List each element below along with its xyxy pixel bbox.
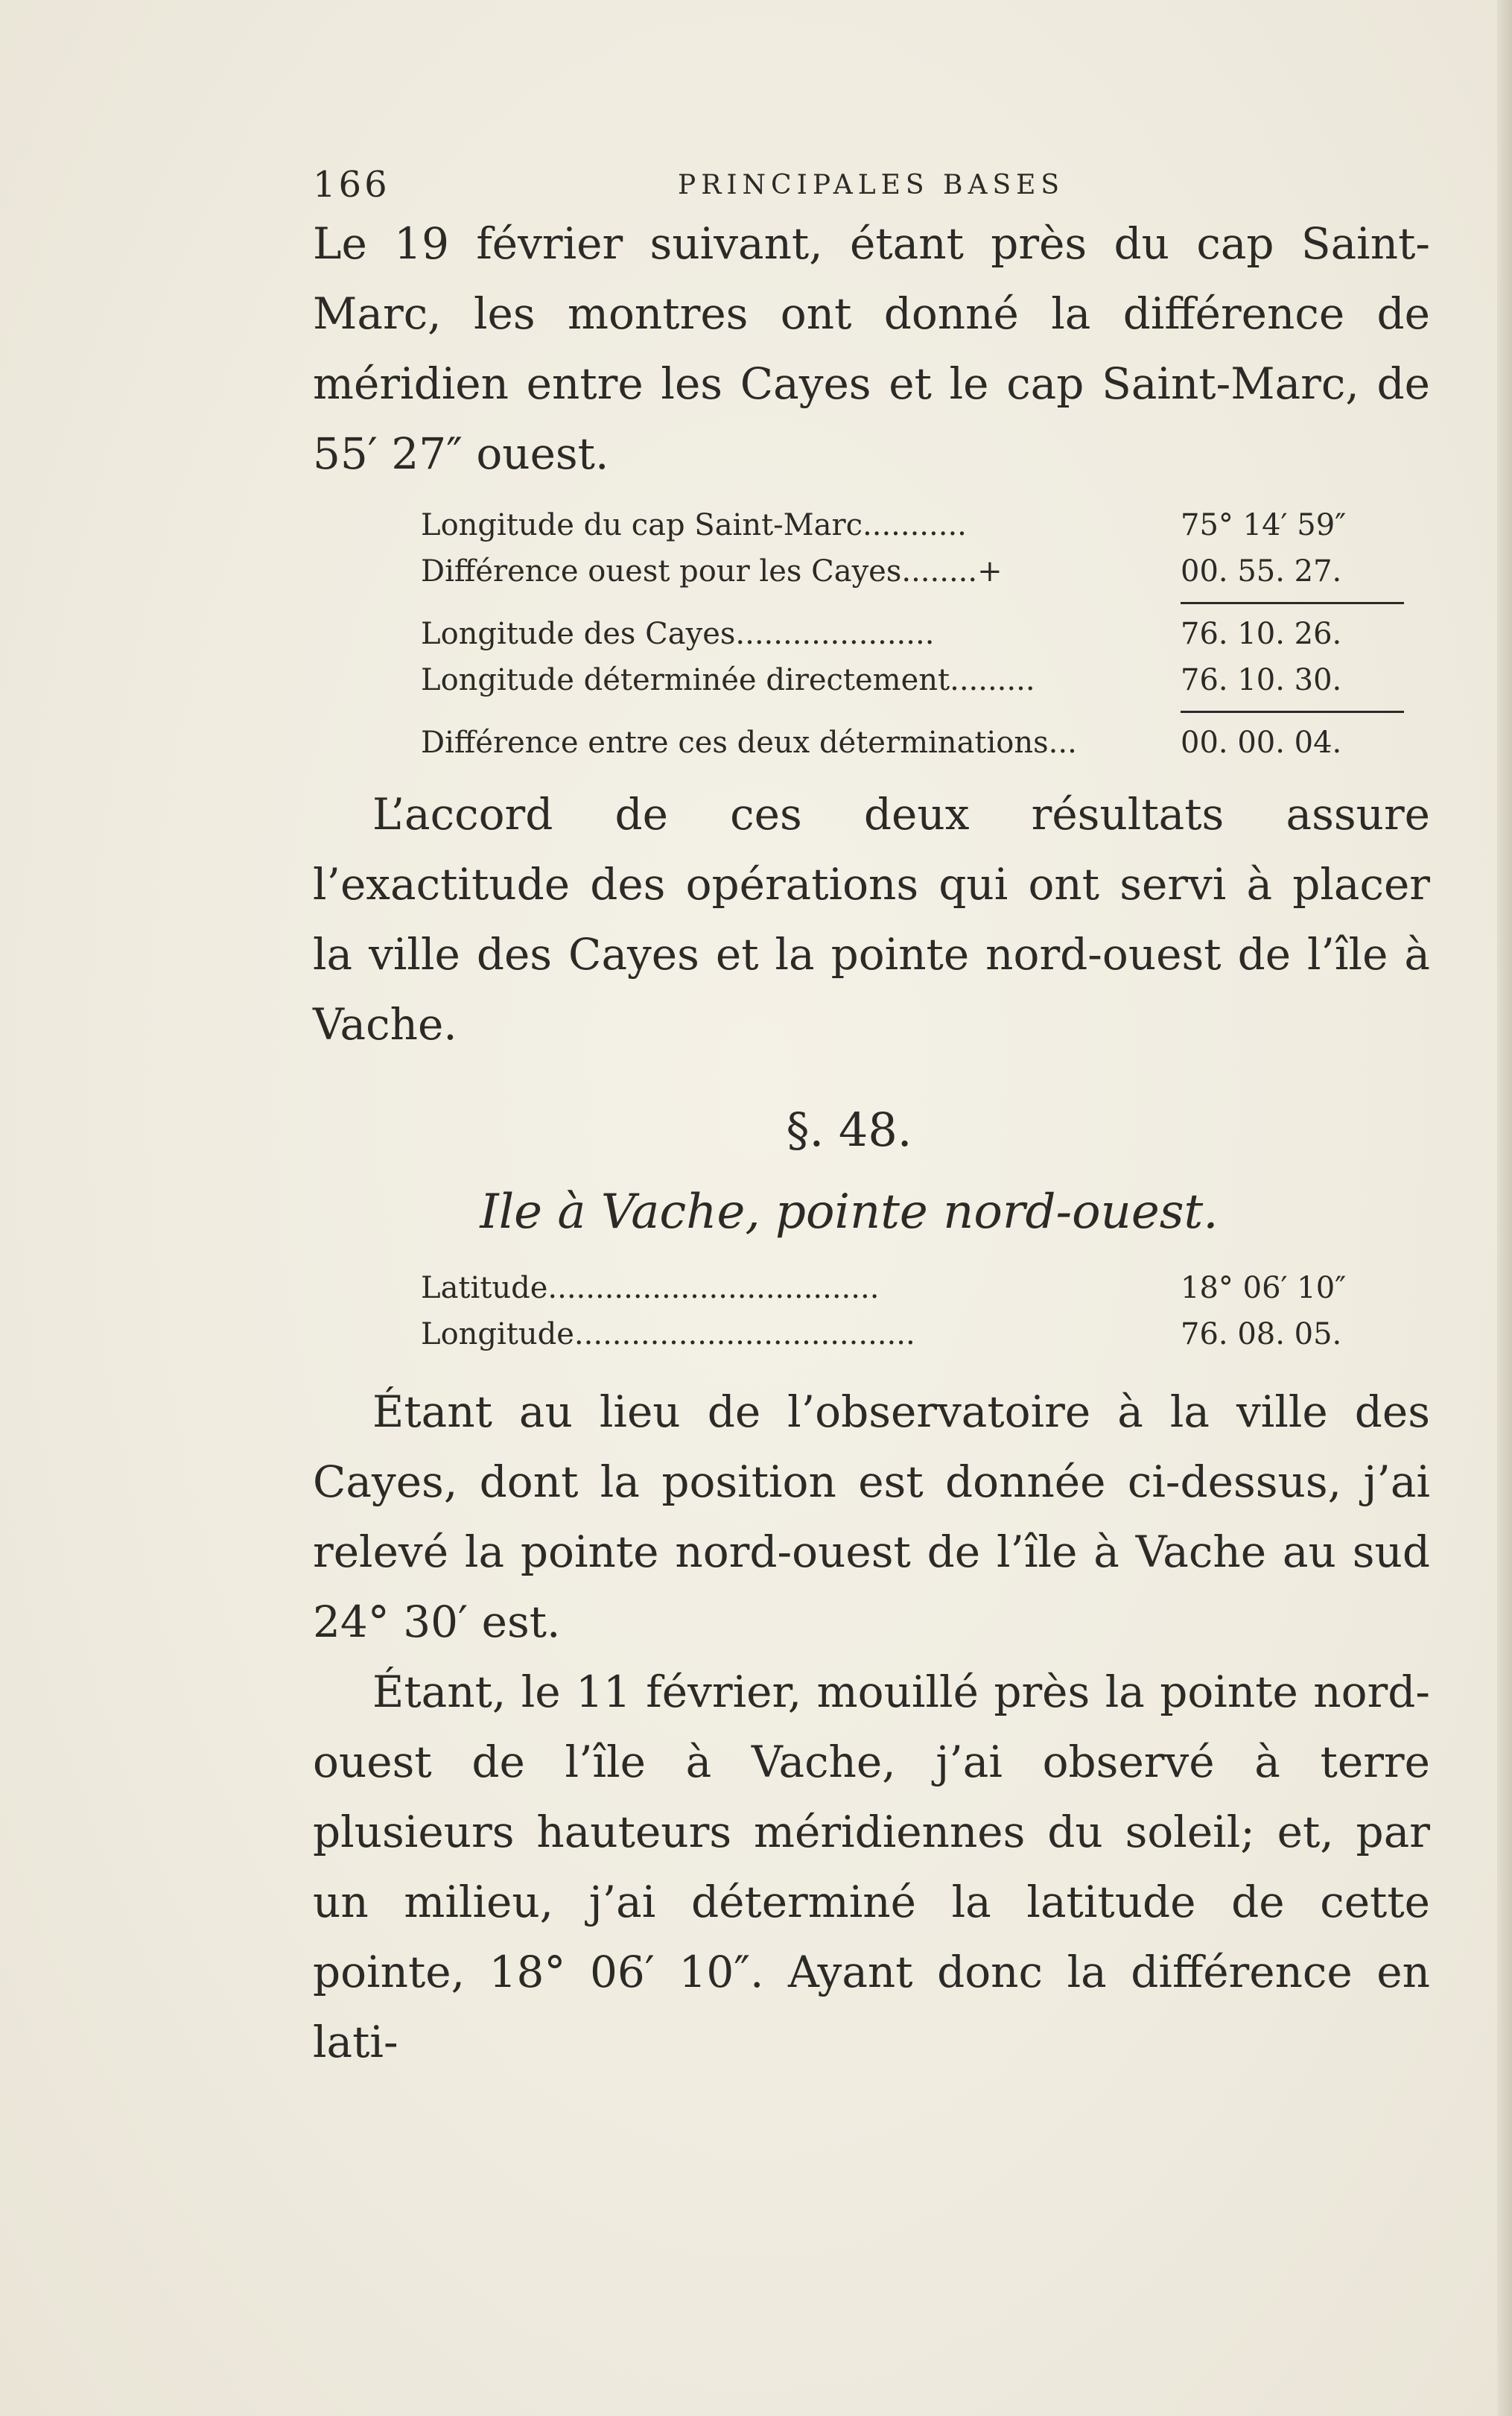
page-number: 166	[313, 164, 390, 206]
paragraph-3: Étant au lieu de l’observatoire à la ville des Cayes, dont la position est donnée ci-dessus, j’ai relevé la pointe nord-ouest de l’île à Vache au sud 24° 30′ est.	[313, 1386, 1430, 1647]
coord-label: Latitude...................................	[421, 1271, 880, 1305]
coord-label: Longitude....................................	[421, 1317, 915, 1351]
difference-rule-row	[421, 703, 1404, 720]
book-page	[313, 164, 1430, 2077]
coord-value: 18° 06′ 10″	[1181, 1271, 1347, 1305]
calc-value: 00. 55. 27.	[1181, 554, 1342, 589]
calc-row	[421, 720, 1404, 766]
sum-rule-row	[421, 595, 1404, 611]
longitude-calculation	[421, 502, 1404, 766]
difference-rule	[1181, 711, 1404, 720]
calc-value: 76. 10. 26.	[1181, 617, 1342, 651]
calc-label: Différence entre ces deux déterminations...	[421, 726, 1077, 760]
calc-row	[421, 657, 1404, 703]
calc-row	[421, 548, 1404, 595]
page-edge	[1497, 0, 1512, 2416]
paragraph-4: Étant, le 11 février, mouillé près la pointe nord-ouest de l’île à Vache, j’ai observé à terre plusieurs hauteurs méridiennes du soleil; et, par un milieu, j’ai déterminé la latitude de cette pointe, 18° 06′ 10″. Ayant donc la différence en lati-	[313, 1667, 1430, 2067]
calc-label: Différence ouest pour les Cayes........+	[421, 554, 1003, 589]
calc-label: Longitude des Cayes.....................	[421, 617, 935, 651]
paragraph-1: Le 19 février suivant, étant près du cap Saint-Marc, les montres ont donné la différence de méridien entre les Cayes et le cap Saint-Marc, de 55′ 27″ ouest.	[313, 218, 1430, 479]
calc-label: Longitude du cap Saint-Marc...........	[421, 508, 967, 542]
coordinates-table	[421, 1265, 1404, 1357]
section-title: Ile à Vache, pointe nord-ouest.	[480, 1185, 1219, 1240]
calc-value: 75° 14′ 59″	[1181, 508, 1347, 542]
coord-row	[421, 1265, 1404, 1311]
calc-value: 76. 10. 30.	[1181, 663, 1342, 697]
section-number: §. 48.	[786, 1103, 912, 1157]
calc-value: 00. 00. 04.	[1181, 726, 1342, 760]
calc-label: Longitude déterminée directement.........	[421, 663, 1035, 697]
running-head	[313, 164, 1430, 209]
calc-row	[421, 611, 1404, 657]
coord-row	[421, 1311, 1404, 1357]
calc-row	[421, 502, 1404, 548]
running-title: PRINCIPALES BASES	[678, 170, 1065, 200]
paragraph-2: L’accord de ces deux résultats assure l’exactitude des opérations qui ont servi à placer la ville des Cayes et la pointe nord-ouest de l’île à Vache.	[313, 789, 1430, 1050]
sum-rule	[1181, 602, 1404, 611]
coord-value: 76. 08. 05.	[1181, 1317, 1342, 1351]
